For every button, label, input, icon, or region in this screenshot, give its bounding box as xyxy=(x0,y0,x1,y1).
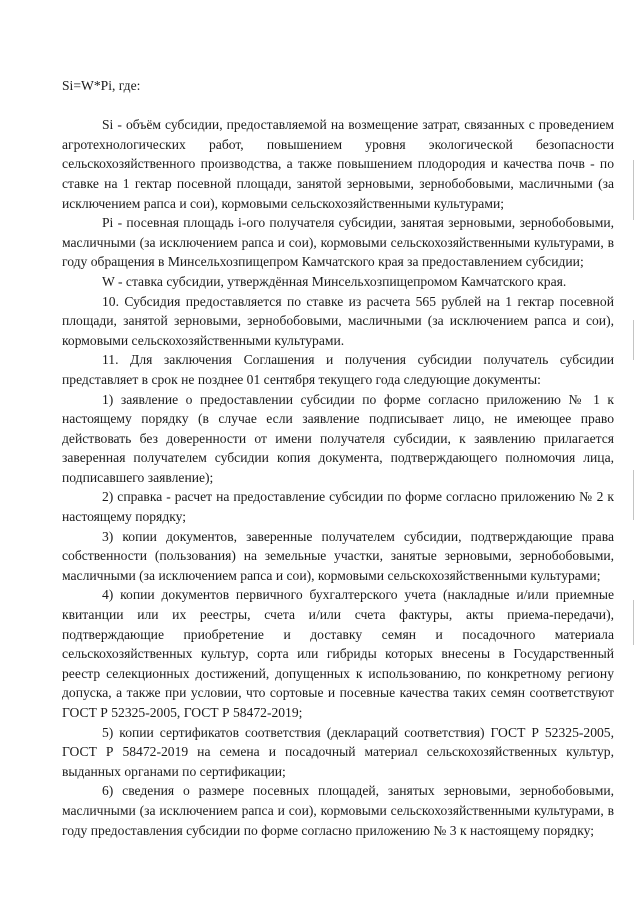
list-item-2: 2) справка - расчет на предоставление субсидии по форме согласно приложению № 2 к настоящему порядку; xyxy=(62,489,614,525)
scan-margin-mark xyxy=(633,160,634,220)
document-body xyxy=(62,76,614,840)
list-item-1: 1) заявление о предоставлении субсидии по форме согласно приложению № 1 к настоящему порядку (в случае если заявление подписывает лицо, не имеющее право действовать без доверенности от имени получателя субсидии, к заявлению прилагается заверенная получателем субсидии копия документа, подтверждающего полномочия лица, подписавшего заявление); xyxy=(62,391,614,485)
scan-margin-mark xyxy=(633,320,634,360)
list-item-6: 6) сведения о размере посевных площадей, занятых зерновыми, зернобобовыми, масличными (за исключением рапса и сои), кормовыми сельскохозяйственными культурами, в году предоставления субсидии по форме согласно приложению № 3 к настоящему порядку; xyxy=(62,783,614,838)
formula-line: Si=W*Pi, где: xyxy=(62,78,141,93)
paragraph-w-definition: W - ставка субсидии, утверждённая Минсельхозпищепромом Камчатского края. xyxy=(102,273,567,289)
list-item-5: 5) копии сертификатов соответствия (деклараций соответствия) ГОСТ Р 52325-2005, ГОСТ Р 58472-2019 на семена и посадочный материал сельскохозяйственных культур, выданных органами по сертификации; xyxy=(62,724,614,779)
scan-margin-mark xyxy=(633,600,634,645)
paragraph-item-10: 10. Субсидия предоставляется по ставке из расчета 565 рублей на 1 гектар посевной площади, занятой зерновыми, зернобобовыми, масличными (за исключением рапса и сои), кормовыми сельскохозяйственными культурами. xyxy=(62,293,614,348)
list-item-4: 4) копии документов первичного бухгалтерского учета (накладные и/или приемные квитанции или их реестры, счета и/или счета фактуры, акты приема-передачи), подтверждающие приобретение и доставку семян и посадочного материала сельскохозяйственных культур, сорта или гибриды которых внесены в Государственный реестр селекционных достижений, допущенных к использованию, по конкретному региону допуска, а также при условии, что сортовые и посевные качества таких семян соответствуют ГОСТ Р 52325-2005, ГОСТ Р 58472-2019; xyxy=(62,587,614,720)
paragraph-item-11: 11. Для заключения Соглашения и получения субсидии получатель субсидии представляет в срок не позднее 01 сентября текущего года следующие документы: xyxy=(62,352,614,387)
list-item-3: 3) копии документов, заверенные получателем субсидии, подтверждающие права собственности (пользования) на земельные участки, занятые зерновыми, зернобобовыми, масличными (за исключением рапса и сои), кормовыми сельскохозяйственными культурами; xyxy=(62,528,614,583)
scan-margin-mark xyxy=(633,470,634,520)
paragraph-pi-definition: Pi - посевная площадь i-ого получателя субсидии, занятая зерновыми, зернобобовыми, масличными (за исключением рапса и сои), кормовыми сельскохозяйственными культурами, в году обращения в Минсельхозпищепром Камчатского края за предоставлением субсидии; xyxy=(62,215,614,270)
paragraph-si-definition: Si - объём субсидии, предоставляемой на возмещение затрат, связанных с проведением агротехнологических работ, повышением уровня экологической безопасности сельскохозяйственного производства, а также повышением плодородия и качества почв - по ставке на 1 гектар посевной площади, занятой зерновыми, зернобобовыми, масличными (за исключением рапса и сои), кормовыми сельскохозяйственными культурами; xyxy=(62,117,614,211)
